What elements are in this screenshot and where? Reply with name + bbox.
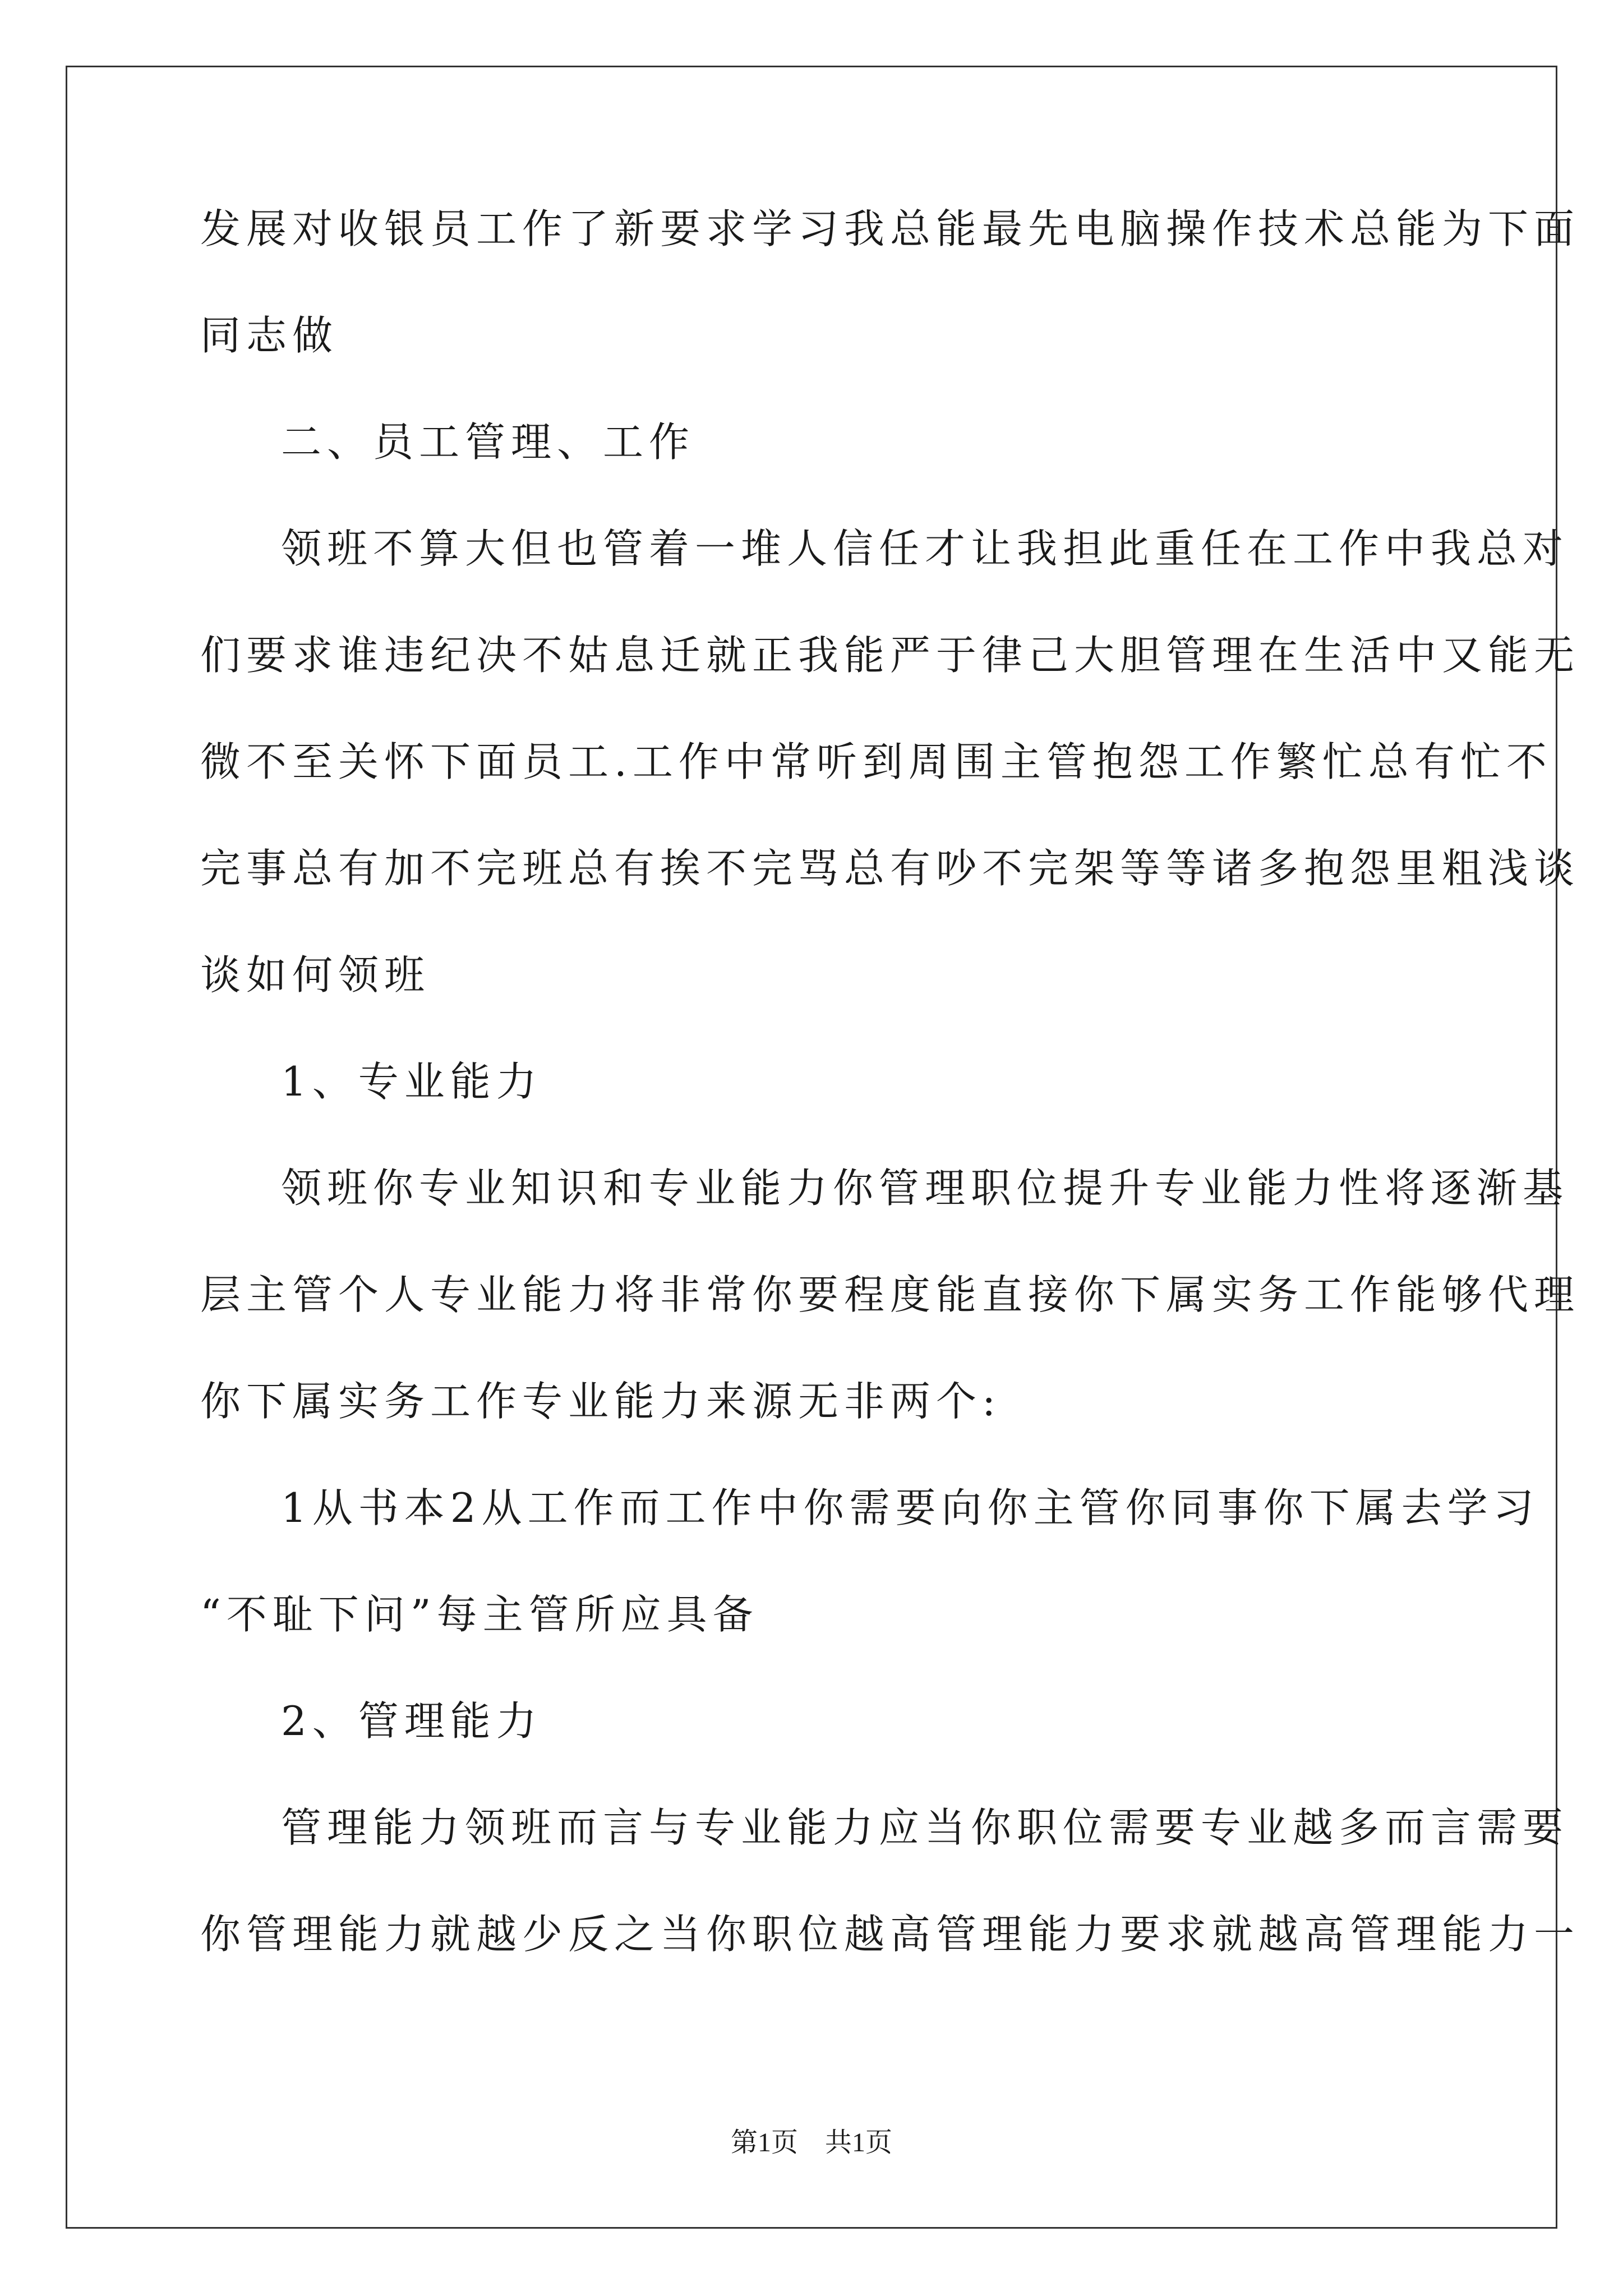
text-line: 微不至关怀下面员工.工作中常听到周围主管抱怨工作繁忙总有忙不 [200,738,1552,785]
text-line: 你下属实务工作专业能力来源无非两个: [200,1378,1002,1425]
subsection-heading: 2、管理能力 [281,1697,542,1745]
text-line: 你管理能力就越少反之当你职位越高管理能力要求就越高管理能力一 [200,1911,1580,1958]
text-line: 谈如何领班 [200,951,431,999]
page-number: 第1页 [730,2128,798,2157]
text-line: 层主管个人专业能力将非常你要程度能直接你下属实务工作能够代理 [200,1271,1580,1318]
section-heading: 二、员工管理、工作 [281,418,695,466]
text-line: 同志做 [200,312,339,359]
text-line: 们要求谁违纪决不姑息迁就正我能严于律己大胆管理在生活中又能无 [200,632,1580,679]
text-line: 领班不算大但也管着一堆人信任才让我担此重任在工作中我总对 [281,525,1569,572]
text-line: 领班你专业知识和专业能力你管理职位提升专业能力性将逐渐基 [281,1165,1569,1212]
page-border [66,66,1557,2229]
text-line: 1从书本2从工作而工作中你需要向你主管你同事你下属去学习 [281,1484,1539,1531]
text-line: 管理能力领班而言与专业能力应当你职位需要专业越多而言需要 [281,1804,1569,1851]
text-line: 发展对收银员工作了新要求学习我总能最先电脑操作技术总能为下面 [200,205,1580,252]
page-total: 共1页 [825,2128,893,2157]
text-line: 完事总有加不完班总有挨不完骂总有吵不完架等等诸多抱怨里粗浅谈 [200,845,1580,892]
text-line: “不耻下问”每主管所应具备 [200,1591,759,1638]
page-footer [0,2126,1623,2160]
subsection-heading: 1、专业能力 [281,1058,542,1105]
